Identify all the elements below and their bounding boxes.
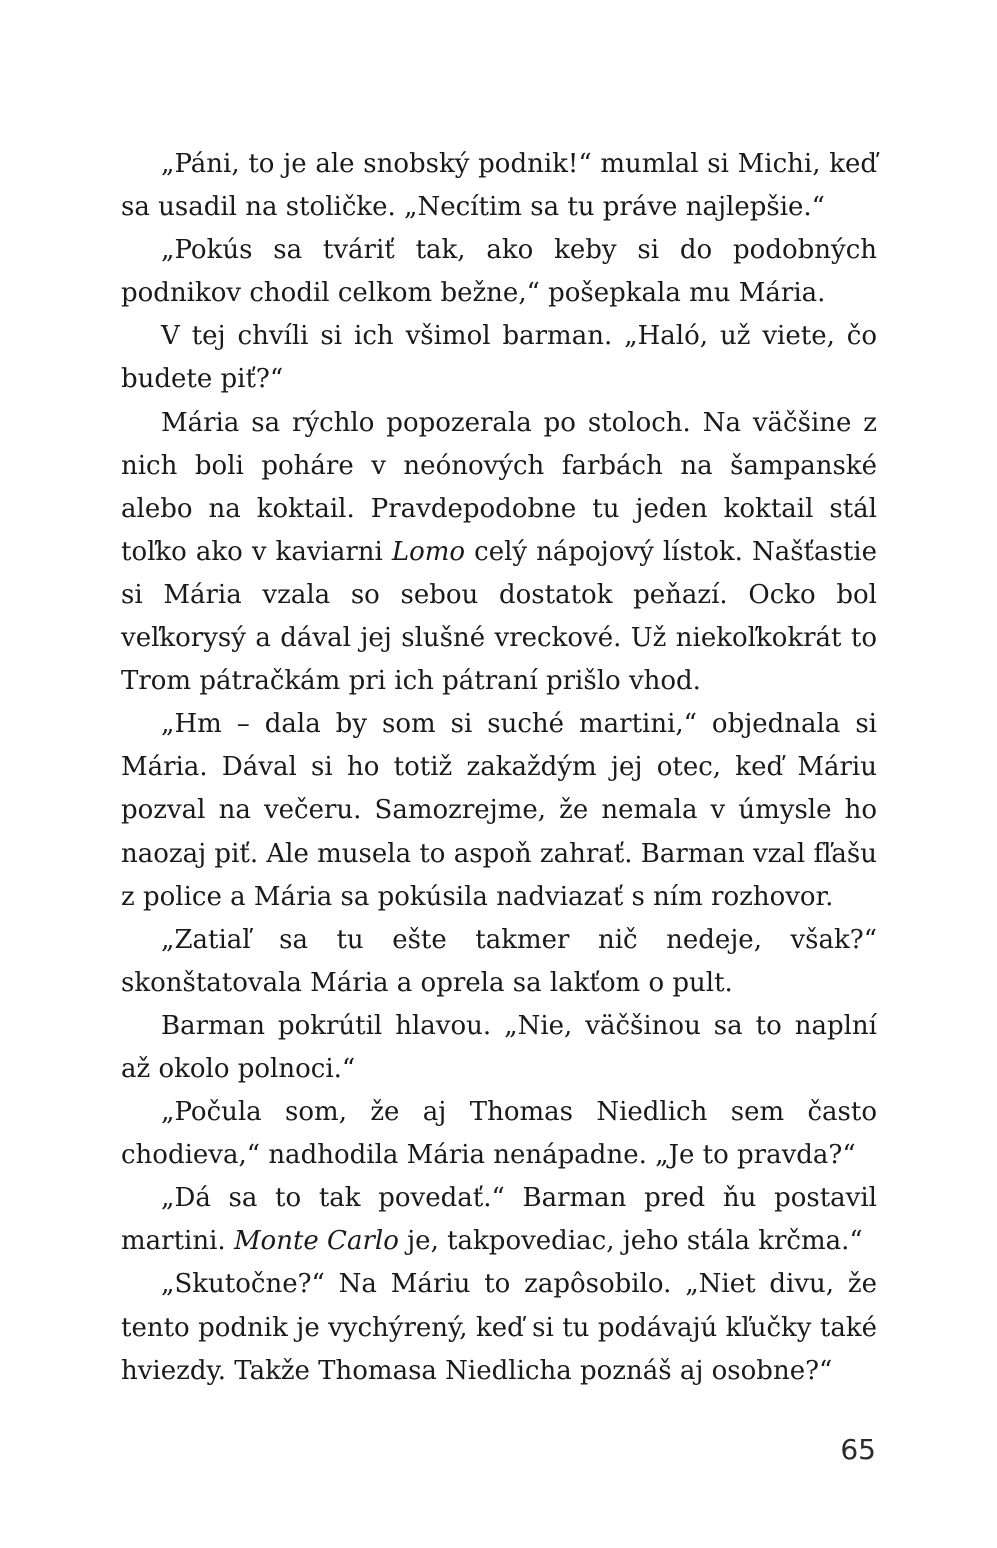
italic-title: Monte Carlo: [233, 1226, 399, 1257]
text-run: celý nápojový lístok. Našťastie si Mária vzala so sebou dostatok peňazí. Ocko bol veľkorysý a dával jej slušné vreckové. Už niekoľkokrát to Trom pátračkám pri ich pátraní prišlo vhod.: [121, 536, 877, 697]
page-number: 65: [840, 1433, 876, 1466]
text-run: Mária sa rýchlo popozerala po stoloch. Na väčšine z nich boli poháre v neónových farbách na šampanské alebo na koktail. Pravdepodobne tu jeden koktail stál toľko ako v kaviarni: [121, 407, 877, 567]
italic-title: Lomo: [391, 536, 466, 567]
paragraph: [121, 402, 877, 704]
text-run: „Hm – dala by som si suché martini,“ objednala si Mária. Dával si ho totiž zakaždým jej otec, keď Máriu pozval na večeru. Samozrejme, že nemala v úmysle ho naozaj piť. Ale musela to aspoň zahrať. Barman vzal fľašu z police a Mária sa pokúsila nadviazať s ním rozhovor.: [121, 709, 877, 912]
text-run: „Skutočne?“ Na Máriu to zapôsobilo. „Niet divu, že tento podnik je vychýrený, keď si tu podávajú kľučky také hviezdy. Takže Thomasa Niedlicha poznáš aj osobne?“: [121, 1269, 877, 1386]
paragraph: [121, 1263, 877, 1392]
paragraph: [121, 1091, 877, 1177]
text-run: „Zatiaľ sa tu ešte takmer nič nedeje, však?“ skonštatovala Mária a oprela sa lakťom o pult.: [121, 924, 877, 998]
paragraph: [121, 703, 877, 918]
paragraph: [121, 919, 877, 1005]
text-run: „Páni, to je ale snobský podnik!“ mumlal si Michi, keď sa usadil na stoličke. „Necítim sa tu práve najlepšie.“: [121, 149, 877, 223]
paragraph: [121, 143, 877, 229]
text-run: „Dá sa to tak povedať.“ Barman pred ňu postavil martini.: [121, 1183, 877, 1257]
text-run: V tej chvíli si ich všimol barman. „Haló, už viete, čo budete piť?“: [121, 321, 877, 395]
text-run: „Počula som, že aj Thomas Niedlich sem často chodieva,“ nadhodila Mária nenápadne. „Je to pravda?“: [121, 1097, 877, 1171]
paragraph: [121, 1005, 877, 1091]
paragraph: [121, 1177, 877, 1263]
body-text: [121, 143, 877, 1393]
text-run: je, takpovediac, jeho stála krčma.“: [398, 1226, 863, 1257]
paragraph: [121, 315, 877, 401]
text-run: „Pokús sa tváriť tak, ako keby si do podobných podnikov chodil celkom bežne,“ pošepkala mu Mária.: [121, 235, 877, 309]
paragraph: [121, 229, 877, 315]
text-run: Barman pokrútil hlavou. „Nie, väčšinou sa to naplní až okolo polnoci.“: [121, 1010, 877, 1084]
